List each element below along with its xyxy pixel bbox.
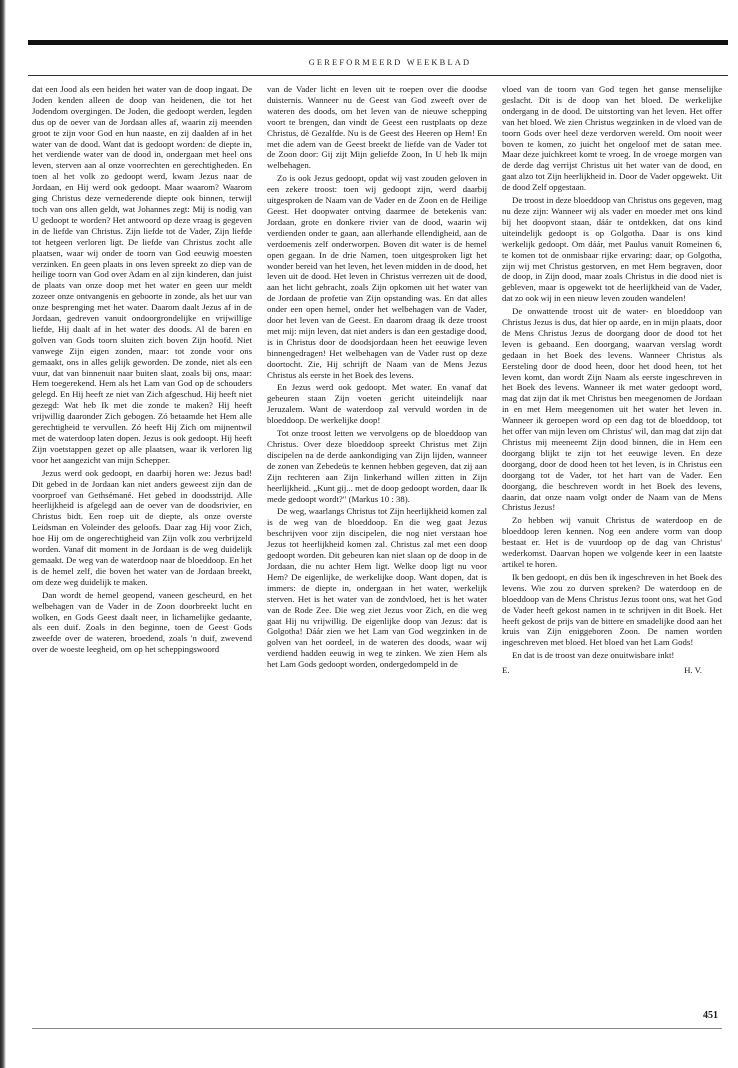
paragraph: dat een Jood als een heiden het water van de doop ingaat. De Joden kenden alleen de doop van heidenen, die tot het Jodendom overgingen. De Joden, die gedoopt werden, legden dus op de oever van de Jordaan alles af, waarin zij meenden groot te zijn voor God en hun naaste, en zij daalden af in het water van de dood. Want dat is gedoopt worden: de diepte in, het verdiende water van de dood in, ondergaan met heel ons leven, sterven aan al onze voorrechten en gerechtigheden. En toen al het volk zo gedoopt werd, kwam Jezus naar de Jordaan, en Hij werd ook gedoopt. Maar waarom? Waarom ging Christus deze vernederende diepte ook binnen, terwijl toch van ons allen geldt, wat Johannes zegt: Mij is nodig van U gedoopt te worden? Het antwoord op deze vraag is gegeven in de liefde van Christus. Zijn liefde tot de Vader, Zijn liefde tot hetgeen verloren ligt. De liefde van Christus zocht alle plaatsen, waar wij onder de toorn van God eeuwig moesten verzinken. En geen plaats in ons leven spreekt zo diep van de heilige toorn van God over Adam en al zijn kinderen, dan juist de plaats van onze doop met het water en geen uur meldt zozeer onze ontvangenis en geboorte in zonde, als het uur van onze besprenging met het water. Daarom daalt Jezus af in de Jordaan, gedreven vanuit ondoorgrondelijke en vrijwillige liefde, Hij daalt af in het water des doods. Al de baren en golven van Gods toorn sluiten zich boven Zijn hoofd. Niet vanwege Zijn eigen zonden, maar: tot zonde voor ons gemaakt, ons in alles gelijk geworden. De zonde, niet als een vuur, dat van binnenuit naar buiten slaat, zoals bij ons, maar: Hem toegerekend. Hem als het Lam van God op de schouders gelegd. En Hij heeft ze niet van Zich afgeschud. Hij heeft niet gezegd: Wat heb Ik met die zonde te maken? Hij heeft vrijwillig daaronder Zich gebogen. Zó betaamde het Hem alle gerechtigheid te vervullen. Zó heeft Hij Zich om mijnentwil met de waterdoop laten dopen. Jezus is ook gedoopt. Hij heeft Zijn voetstappen gezet op alle plaatsen, waar ik verloren lig voor het aangezicht van mijn Schepper. [32,84,252,465]
paragraph: De troost in deze bloeddoop van Christus ons gegeven, mag nu deze zijn: Wanneer wij als vader en moeder met ons kind bij het doopvont staan, dáár te ontdekken, dat ons kind uiteindelijk gedoopt is op Golgotha. Daar is ons kind werkelijk gedoopt. Om dáár, met Paulus vanuit Romeinen 6, te komen tot de onmisbaar rijke ervaring: daar, op Golgotha, zijn wij met Christus gestorven, en met Hem begraven, door de doop, in Zijn dood, maar zoals Christus in die dood niet is gebleven, maar is opgewekt tot de heerlijkheid van de Vader, dat zo ook wij in een nieuw leven zouden wandelen! [502,195,722,304]
top-rule [28,40,728,45]
page-number: 451 [703,1010,718,1021]
paragraph: De weg, waarlangs Christus tot Zijn heerlijkheid komen zal is de weg van de bloeddoop. En die weg gaat Jezus beschrijven voor zijn discipelen, die nog niet verstaan hoe Jezus tot heerlijkheid komen zal. Christus zal met een doop gedoopt worden. Dit gebeuren kan niet slaan op de doop in de Jordaan, die nu achter Hem ligt. Welke doop ligt nu voor Hem? De eigenlijke, de werkelijke doop. Want dopen, dat is immers: de diepte in, ondergaan in het water, werkelijk sterven. Het is het water van de zondvloed, het is het water van de Rode Zee. Die weg ziet Jezus voor Zich, en die weg gaat Hij nu vrijwillig. De eigenlijke doop van Jezus: dat is Golgotha! Dáár zien we het Lam van God wegzinken in de golven van het oordeel, in de wateren des doods, waar wij verdiend hadden eeuwig in weg te zinken. We zien Hem als het Lam Gods gedoopt worden, ondergedompeld in de [267,506,487,670]
paragraph: van de Vader licht en leven uit te roepen over die doodse duisternis. Wanneer nu de Geest van God zweeft over de wateren des doods, om het leven van de nieuwe schepping voort te brengen, dan vindt de Geest een rustplaats op deze Christus, dè Gezalfde. Nu is de Geest des Heeren op Hem! En met die adem van de Geest breekt de liefde van de Vader tot de Zoon door: Gij zijt Mijn geliefde Zoon, In U heb Ik mijn welbehagen. [267,84,487,171]
article-columns [32,84,722,1004]
header-rule [28,75,728,76]
column-1 [32,84,252,1004]
signature-author: H. V. [684,665,702,676]
column-3 [502,84,722,1004]
paragraph: Tot onze troost letten we vervolgens op de bloeddoop van Christus. Over deze bloeddoop spreekt Christus met Zijn discipelen na de derde aankondiging van Zijn lijden, wanneer de zonen van Zebedeüs te kennen hebben gegeven, dat zij aan Zijn rechteren aan Zijn linkerhand willen zitten in Zijn heerlijkheid. „Kunt gij... met de doop gedoopt worden, daar Ik mede gedoopt wordt?" (Markus 10 : 38). [267,428,487,504]
paragraph: Jezus werd ook gedoopt, en daarbij horen we: Jezus bad! Dit gebed in de Jordaan kan niet anders geweest zijn dan de voorproef van Gethsémané. Het gebed in doodsstrijd. Alle heerlijkheid is afgelegd aan de oever van de doodsrivier, en Christus bidt. Een roep uit de diepte, als onze overste Leidsman en Voleinder des geloofs. Daar zag Hij voor Zich, hoe Hij om de ongerechtigheid van Zijn volk zou verbrijzeld worden. Vanaf dit moment in de Jordaan is de weg duidelijk gemaakt. De weg van de waterdoop naar de bloeddoop. En het is de hemel zelf, die boven het water van de Jordaan breekt, om deze weg duidelijk te maken. [32,467,252,587]
paragraph: Zo is ook Jezus gedoopt, opdat wij vast zouden geloven in een zekere troost: toen wij gedoopt zijn, werd daarbij uitgesproken de Naam van de Vader en de Zoon en de Heilige Geest. Het doopwater ontving daarmee de betekenis van: Jordaan, grote en donkere rivier van de dood, waarin wij verdienden onder te gaan, aan allerhande ellendigheid, aan de verdoemenis zelf onderworpen. Boven dit water is de hemel open gegaan. In de drie Namen, toen uitgesproken ligt het wonder bereid van het leven, het leven midden in de dood, het leven uit de dood. Het leven in Christus verrezen uit de dood, aan het licht gebracht, zoals Zijn opkomen uit het water van de Jordaan de profetie van Zijn opstanding was. En dat alles onder een open hemel, onder het welbehagen van de Vader, door het leven van de Geest. En daarom draag ik deze troost met mij: mijn leven, dat niet anders is dan een gestadige dood, is in Christus door de doodsjordaan heen het eeuwige leven binnengedragen! Het welbehagen van de Vader rust op deze doortocht. Zie, Hij schrijft de Naam van de Mens Jezus Christus als eerste in het Boek des levens. [267,173,487,380]
signature-line [502,665,722,676]
page-binding-edge [0,0,6,1068]
signature-initial-left: E. [502,665,510,676]
bottom-rule [32,1028,722,1029]
column-2 [267,84,487,1004]
paragraph: Dan wordt de hemel geopend, vaneen gescheurd, en het welbehagen van de Vader in de Zoon doorbreekt lucht en wolken, en Gods Geest daalt neer, in lichamelijke gedaante, als een duif. Zoals in den beginne, toen de Geest Gods zweefde over de wateren, broedend, zoals 'n duif, zwevend over de woeste leegheid, om op het scheppingswoord [32,589,252,655]
paragraph: Zo hebben wij vanuit Christus de waterdoop en de bloeddoop leren kennen. Nog een andere vorm van doop bestaat er. Het is de vuurdoop op de dag van Christus' wederkomst. Daarvan hopen we volgende keer in een laatste artikel te horen. [502,515,722,569]
paragraph: Ik ben gedoopt, en dús ben ik ingeschreven in het Boek des levens. Wie zou zo durven spreken? De waterdoop en de bloeddoop van de Mens Christus Jezus toont ons, wat het God de Vader heeft gekost namen in te schrijven in dit Boek. Het heeft gekost de prijs van de bittere en smadelijke dood aan het kruis van Zijn eniggeboren Zoon. De namen worden ingeschreven met bloed. Het bloed van het Lam Gods! [502,571,722,648]
running-header: GEREFORMEERD WEEKBLAD [308,58,472,67]
paragraph: En dat is de troost van deze onuitwisbare inkt! [512,650,675,661]
paragraph: vloed van de toorn van God tegen het ganse menselijke geslacht. Dit is de doop van het bloed. De werkelijke ondergang in de dood. De uitstorting van het leven. Het offer van het bloed. We zien Christus wegzinken in de vloed van de toorn Gods over heel deze verdorven wereld. Om nooit weer boven te komen, zo juicht het ongeloof met de satan mee. Maar deze juichkreet komt te vroeg. In de vroege morgen van de derde dag verrijst Christus uit het water van de dood, en gaat alzo tot Zijn heerlijkheid in. Door de Vader opgewekt. Uit de dood Zelf opgestaan. [502,84,722,193]
paragraph: En Jezus werd ook gedoopt. Met water. En vanaf dat gebeuren staan Zijn voeten gericht uiteindelijk naar Jeruzalem. Want de waterdoop zal vervuld worden in de bloeddoop. De werkelijke doop! [267,382,487,426]
paragraph: De onwattende troost uit de water- en bloeddoop van Christus Jezus is dus, dat hier op aarde, en in mijn plaats, door de Mens Christus Jezus de doorgang door de dood tot het leven is gebaand. Een doorgang, waarvan verslag wordt gedaan in het Boek des levens. Wanneer Christus als Eersteling door de dood heen, door het dood heen, tot het leven komt, dan wordt Zijn Naam als eerste ingeschreven in het Boek des levens. Wanneer ik met water gedoopt word, mag dat zijn dat ik met Christus ben meegenomen de Jordaan in en met Hem meegenomen uit het water het leven in. Wanneer ik geroepen word op een dag tot de bloeddoop, tot het offer van mijn leven om Christus' wil, dan mag dat zijn dat Christus mij meeneemt Zijn dood binnen, die in Hem een doorgang blijkt te zijn tot het eeuwige leven. En deze doorgang, door de dood heen tot het leven, is in Christus een doorgang tot de Vader, tot het hart van de Vader. Een doorgang, die beschreven wordt in het Boek des levens, daarin, dat onze naam volgt onder de Naam van de Mens Christus Jezus! [502,306,722,513]
